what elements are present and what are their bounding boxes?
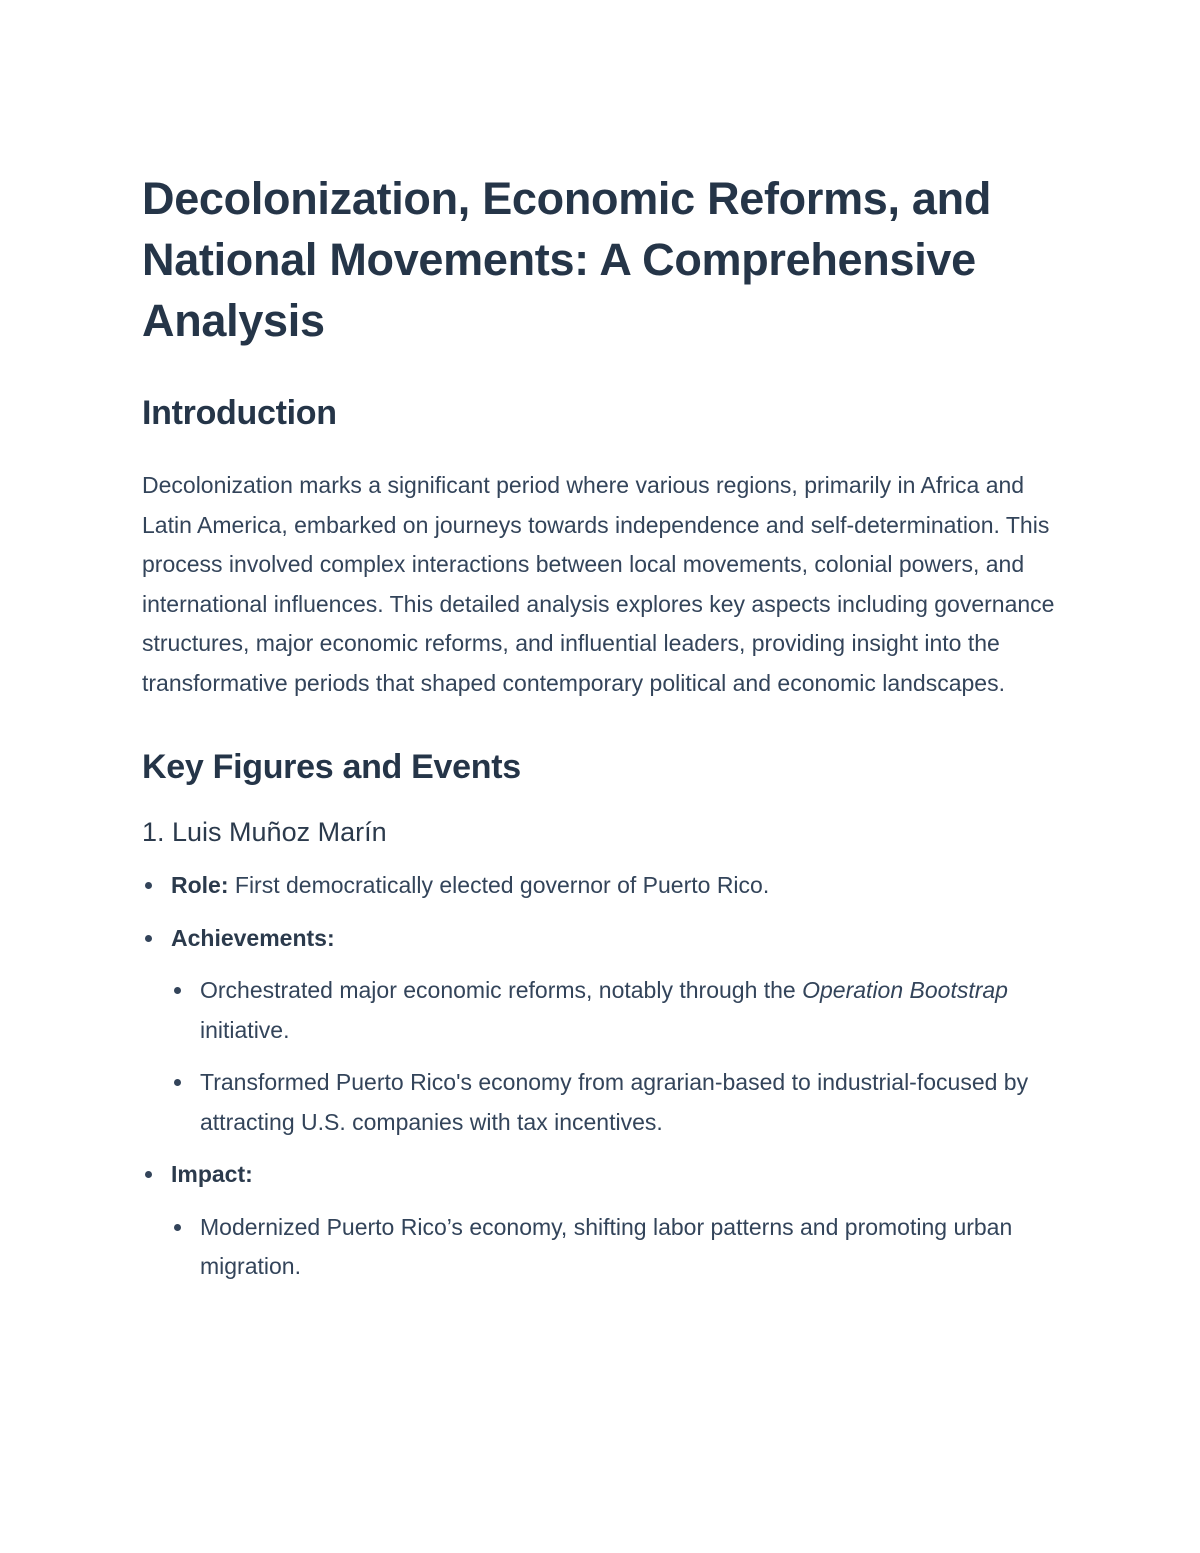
bullet-icon <box>174 1224 181 1231</box>
role-label: Role: <box>171 872 229 898</box>
achievements-item <box>142 919 1072 1143</box>
introduction-paragraph: Decolonization marks a significant period where various regions, primarily in Africa and Latin America, embarked on journeys towards independence and self-determination. This process involved complex interactions between local movements, colonial powers, and international influences. This detailed analysis explores key aspects including governance structures, major economic reforms, and influential leaders, providing insight into the transformative periods that shaped contemporary political and economic landscapes. <box>142 472 1055 696</box>
bullet-icon <box>145 882 152 889</box>
bullet-icon <box>145 935 152 942</box>
impact-detail-item <box>171 1208 1072 1287</box>
achievement-text-end: initiative. <box>200 1016 290 1043</box>
impact-list <box>171 1208 1072 1287</box>
achievement-item <box>171 1063 1072 1142</box>
bullet-icon <box>174 987 181 994</box>
impact-item <box>142 1155 1072 1287</box>
bullet-icon <box>145 1171 152 1178</box>
figure-heading: 1. Luis Muñoz Marín <box>142 817 387 847</box>
role-item <box>142 866 1072 906</box>
bullet-icon <box>174 1079 181 1086</box>
operation-bootstrap-text: Operation Bootstrap <box>802 977 1008 1003</box>
achievement-text-start: Orchestrated major economic reforms, notably through the <box>200 977 803 1003</box>
document-title: Decolonization, Economic Reforms, and National Movements: A Comprehensive Analysis <box>142 173 992 346</box>
figure-details-list <box>142 866 1072 1287</box>
achievements-label: Achievements: <box>171 924 335 951</box>
achievement-text: Transformed Puerto Rico's economy from agrarian-based to industrial-focused by attracting U.S. companies with tax incentives. <box>200 1069 1029 1135</box>
key-figures-heading: Key Figures and Events <box>142 748 521 786</box>
impact-label: Impact: <box>171 1161 253 1187</box>
role-text: First democratically elected governor of Puerto Rico. <box>228 872 770 898</box>
document-page <box>142 168 1072 1300</box>
impact-text: Modernized Puerto Rico’s economy, shifting labor patterns and promoting urban migration. <box>200 1213 1013 1279</box>
achievement-item <box>171 971 1072 1050</box>
introduction-heading: Introduction <box>142 394 337 432</box>
achievements-list <box>171 971 1072 1142</box>
